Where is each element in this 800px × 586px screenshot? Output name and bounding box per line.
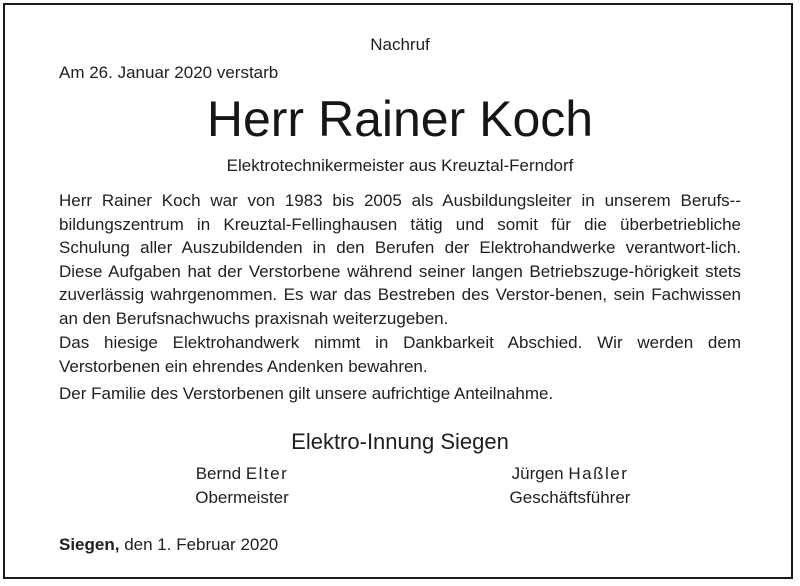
signatory-role: Geschäftsführer bbox=[509, 488, 631, 507]
paragraph-farewell: Das hiesige Elektrohandwerk nimmt in Dankbarkeit Abschied. Wir werden dem Verstorbenen ein ehrendes Andenken bewahren. bbox=[59, 333, 741, 376]
closing-line bbox=[59, 533, 278, 556]
deceased-profession: Elektrotechnikermeister aus Kreuztal-Ferndorf bbox=[226, 156, 574, 175]
notice-heading: Nachruf bbox=[370, 35, 430, 54]
signatory-left bbox=[132, 462, 352, 510]
signatory-name: Jürgen Haßler bbox=[511, 464, 629, 483]
organization-name: Elektro-Innung Siegen bbox=[291, 429, 509, 454]
death-date-line: Am 26. Januar 2020 verstarb bbox=[59, 63, 279, 82]
signatory-role: Obermeister bbox=[195, 488, 289, 507]
paragraph-career: Herr Rainer Koch war von 1983 bis 2005 als Ausbildungsleiter in unserem Berufs-bildungszentrum in Kreuztal-Fellinghausen tätig und somit für die überbetriebliche Schulung aller Auszubildenden in den Berufen der Elektrohandwerke verantwort-lich. Diese Aufgaben hat der Verstorbene während seiner langen Betriebszuge-hörigkeit stets zuverlässig wahrgenommen. Es war das Bestreben des Verstor-benen, sein Fachwissen an den Berufsnachwuchs praxisnah weiterzugeben. bbox=[59, 191, 741, 328]
signatory-right bbox=[460, 462, 680, 510]
paragraph-condolence: Der Familie des Verstorbenen gilt unsere aufrichtige Anteilnahme. bbox=[59, 384, 554, 403]
closing-date: den 1. Februar 2020 bbox=[124, 535, 279, 554]
deceased-name: Herr Rainer Koch bbox=[206, 91, 594, 147]
closing-place: Siegen, bbox=[59, 535, 120, 554]
signatory-name: Bernd Elter bbox=[195, 464, 289, 483]
